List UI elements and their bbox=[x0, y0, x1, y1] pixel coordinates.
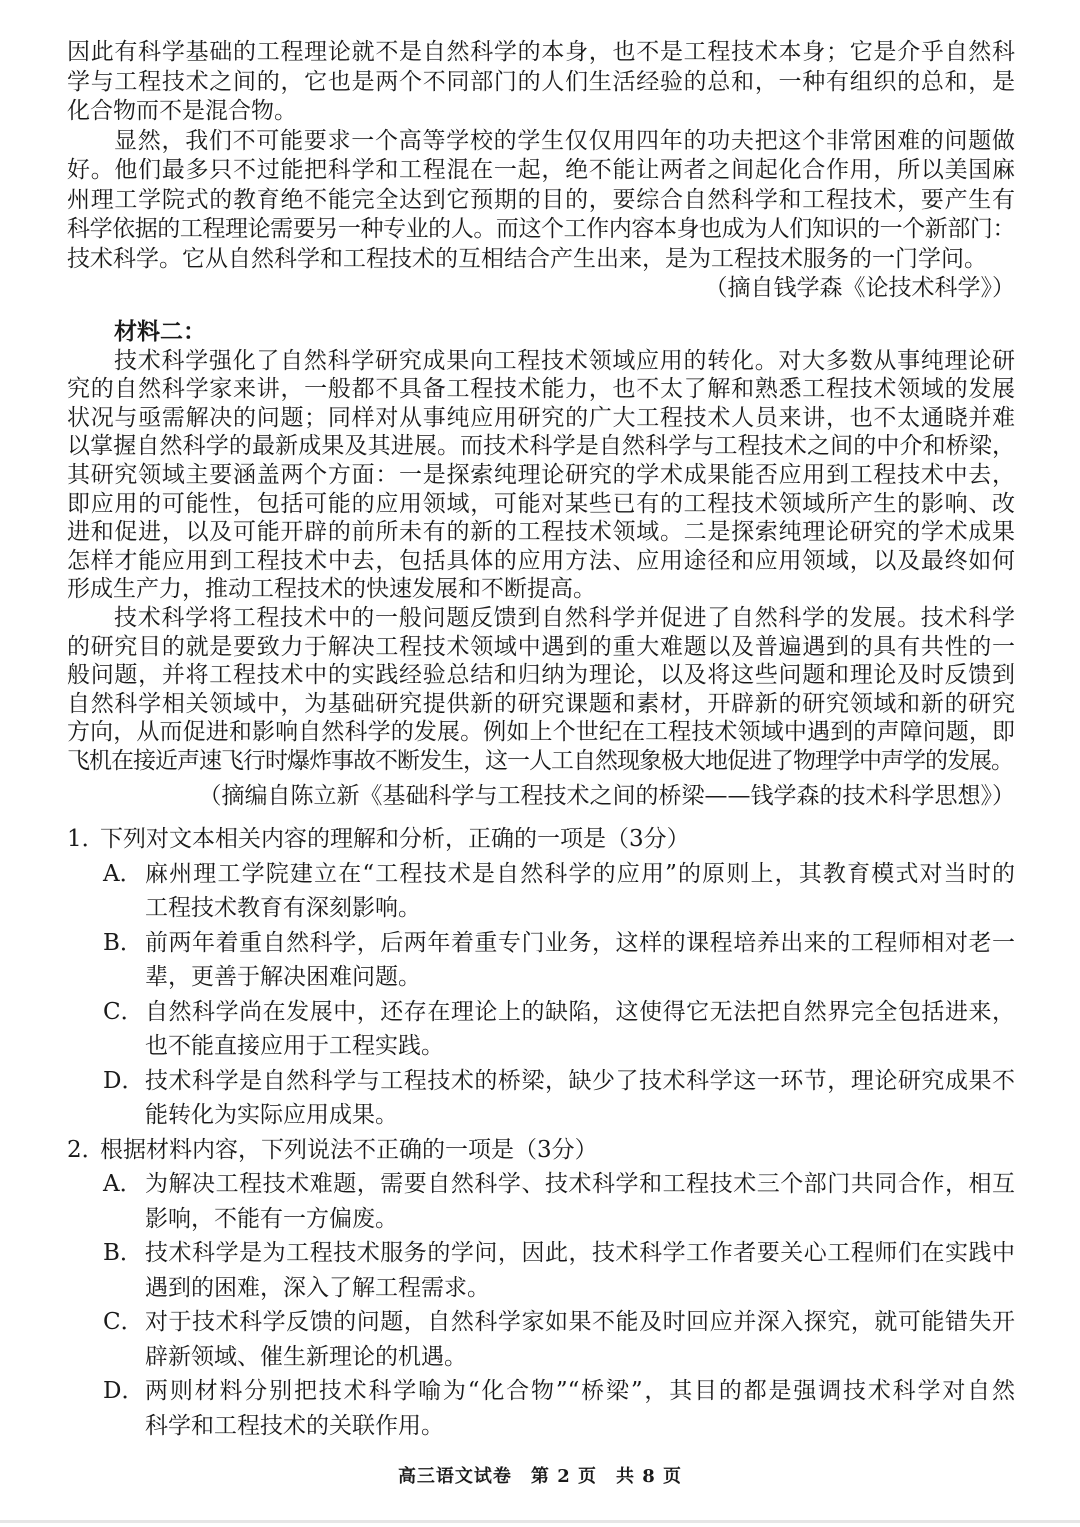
source-attribution: （摘自钱学森《论技术科学》） bbox=[704, 275, 1015, 301]
paragraph-2-line: 科学依据的工程理论需要另一种专业的人。而这个工作内容本身也成为人们知识的一个新部门： bbox=[67, 216, 1015, 242]
option-b bbox=[67, 926, 1015, 961]
paragraph-3-line: 其研究领域主要涵盖两个方面：一是探索纯理论研究的学术成果能否应用到工程技术中去， bbox=[67, 461, 1015, 488]
option-text-continued: 工程技术教育有深刻影响。 bbox=[145, 895, 421, 921]
option-letter: D． bbox=[103, 1067, 145, 1094]
bottom-edge bbox=[0, 1520, 1080, 1523]
option-d bbox=[67, 1374, 1015, 1409]
option-letter: B． bbox=[103, 929, 143, 956]
paragraph-1-line: 因此有科学基础的工程理论就不是自然科学的本身，也不是工程技术本身；它是介乎自然科 bbox=[67, 39, 1015, 65]
paragraph-2-line: 州理工学院式的教育绝不能完全达到它预期的目的，要综合自然科学和工程技术，要产生有 bbox=[67, 186, 1015, 213]
section-heading: 材料二： bbox=[114, 318, 206, 345]
material-two bbox=[67, 318, 1015, 810]
paragraph-4-line: 般问题，并将工程技术中的实践经验总结和归纳为理论，以及将这些问题和理论及时反馈到 bbox=[67, 662, 1015, 689]
option-text: 为解决工程技术难题，需要自然科学、技术科学和工程技术三个部门共同合作，相互 bbox=[145, 1171, 1015, 1197]
option-letter: D． bbox=[103, 1378, 145, 1404]
paragraph-4-line: 飞机在接近声速飞行时爆炸事故不断发生，这一人工自然现象极大地促进了物理学中声学的发展。 bbox=[67, 747, 1013, 774]
question-text: 根据材料内容，下列说法不正确的一项是（3分） bbox=[100, 1136, 598, 1163]
paragraph-2-line: 好。他们最多只不过能把科学和工程混在一起，绝不能让两者之间起化合作用，所以美国麻 bbox=[67, 157, 1015, 183]
paragraph-3-line: 究的自然科学家来讲，一般都不具备工程技术能力，也不太了解和熟悉工程技术领域的发展 bbox=[67, 376, 1015, 403]
question-number: 2． bbox=[67, 1136, 105, 1163]
option-c bbox=[67, 995, 1015, 1030]
source-attribution: （摘编自陈立新《基础科学与工程技术之间的桥梁——钱学森的技术科学思想》） bbox=[198, 782, 1015, 809]
option-text-continued: 辟新领域、催生新理论的机遇。 bbox=[145, 1343, 467, 1370]
paragraph-3-line: 技术科学强化了自然科学研究成果向工程技术领域应用的转化。对大多数从事纯理论研 bbox=[114, 347, 1015, 374]
paragraph-3-line: 以掌握自然科学的最新成果及其进展。而技术科学是自然科学与工程技术之间的中介和桥梁， bbox=[67, 433, 1015, 460]
option-text: 麻州理工学院建立在“工程技术是自然科学的应用”的原则上，其教育模式对当时的 bbox=[145, 860, 1015, 887]
paragraph-3-line: 怎样才能应用到工程技术中去，包括具体的应用方法、应用途径和应用领域，以及最终如何 bbox=[67, 547, 1015, 574]
question-stem bbox=[67, 1133, 1015, 1168]
page-footer: 高三语文试卷 第 2 页 共 8 页 bbox=[397, 1466, 683, 1487]
paragraph-4-line: 自然科学相关领域中，为基础研究提供新的研究课题和素材，开辟新的研究领域和新的研究 bbox=[67, 690, 1015, 717]
option-text: 两则材料分别把技术科学喻为“化合物”“桥梁”，其目的都是强调技术科学对自然 bbox=[145, 1378, 1015, 1404]
option-text: 技术科学是为工程技术服务的学问，因此，技术科学工作者要关心工程师们在实践中 bbox=[145, 1240, 1015, 1266]
material-one-excerpt bbox=[67, 38, 1015, 304]
option-text-continued: 遇到的困难，深入了解工程需求。 bbox=[145, 1274, 490, 1301]
option-a bbox=[67, 857, 1015, 892]
option-letter: C． bbox=[103, 1309, 144, 1335]
paragraph-2-line: 显然，我们不可能要求一个高等学校的学生仅仅用四年的功夫把这个非常困难的问题做 bbox=[114, 127, 1015, 154]
option-text-continued: 能转化为实际应用成果。 bbox=[145, 1102, 398, 1128]
option-c bbox=[67, 1305, 1015, 1340]
paragraph-2-line: 技术科学。它从自然科学和工程技术的互相结合产生出来，是为工程技术服务的一门学问。 bbox=[67, 245, 987, 272]
option-text-continued: 影响，不能有一方偏废。 bbox=[145, 1205, 398, 1232]
question-text: 下列对文本相关内容的理解和分析，正确的一项是（3分） bbox=[100, 826, 690, 852]
paragraph-3-line: 状况与亟需解决的问题；同样对从事纯应用研究的广大工程技术人员来讲，也不太通晓并难 bbox=[67, 404, 1015, 431]
question-number: 1． bbox=[67, 826, 105, 852]
option-d bbox=[67, 1064, 1015, 1099]
option-b bbox=[67, 1236, 1015, 1271]
option-text: 对于技术科学反馈的问题，自然科学家如果不能及时回应并深入探究，就可能错失开 bbox=[145, 1309, 1015, 1335]
question-stem bbox=[67, 822, 1015, 857]
option-a bbox=[67, 1167, 1015, 1202]
paragraph-3-line: 形成生产力，推动工程技术的快速发展和不断提高。 bbox=[67, 576, 596, 603]
paragraph-4-line: 的研究目的就是要致力于解决工程技术领域中遇到的重大难题以及普遍遇到的具有共性的一 bbox=[67, 633, 1015, 660]
option-text-continued: 也不能直接应用于工程实践。 bbox=[145, 1033, 444, 1059]
option-text-continued: 辈，更善于解决困难问题。 bbox=[145, 964, 421, 990]
option-letter: B． bbox=[103, 1240, 143, 1266]
option-text: 前两年着重自然科学，后两年着重专门业务，这样的课程培养出来的工程师相对老一 bbox=[145, 929, 1015, 956]
paragraph-3-line: 即应用的可能性，包括可能的应用领域，可能对某些已有的工程技术领域所产生的影响、改 bbox=[67, 490, 1015, 517]
option-letter: C． bbox=[103, 998, 144, 1025]
paragraph-1-line: 学与工程技术之间的，它也是两个不同部门的人们生活经验的总和，一种有组织的总和，是 bbox=[67, 68, 1015, 95]
paragraph-4-line: 技术科学将工程技术中的一般问题反馈到自然科学并促进了自然科学的发展。技术科学 bbox=[114, 604, 1015, 631]
paragraph-3-line: 进和促进，以及可能开辟的前所未有的新的工程技术领域。二是探索纯理论研究的学术成果 bbox=[67, 519, 1015, 546]
questions-section bbox=[67, 822, 1015, 1443]
option-text: 技术科学是自然科学与工程技术的桥梁，缺少了技术科学这一环节，理论研究成果不 bbox=[145, 1067, 1015, 1094]
option-letter: A． bbox=[103, 860, 143, 887]
paragraph-4-line: 方向，从而促进和影响自然科学的发展。例如上个世纪在工程技术领域中遇到的声障问题，即 bbox=[67, 719, 1015, 746]
option-text-continued: 科学和工程技术的关联作用。 bbox=[145, 1412, 444, 1439]
option-letter: A． bbox=[103, 1171, 143, 1197]
paragraph-1-line: 化合物而不是混合物。 bbox=[67, 98, 297, 124]
option-text: 自然科学尚在发展中，还存在理论上的缺陷，这使得它无法把自然界完全包括进来， bbox=[145, 998, 1015, 1025]
